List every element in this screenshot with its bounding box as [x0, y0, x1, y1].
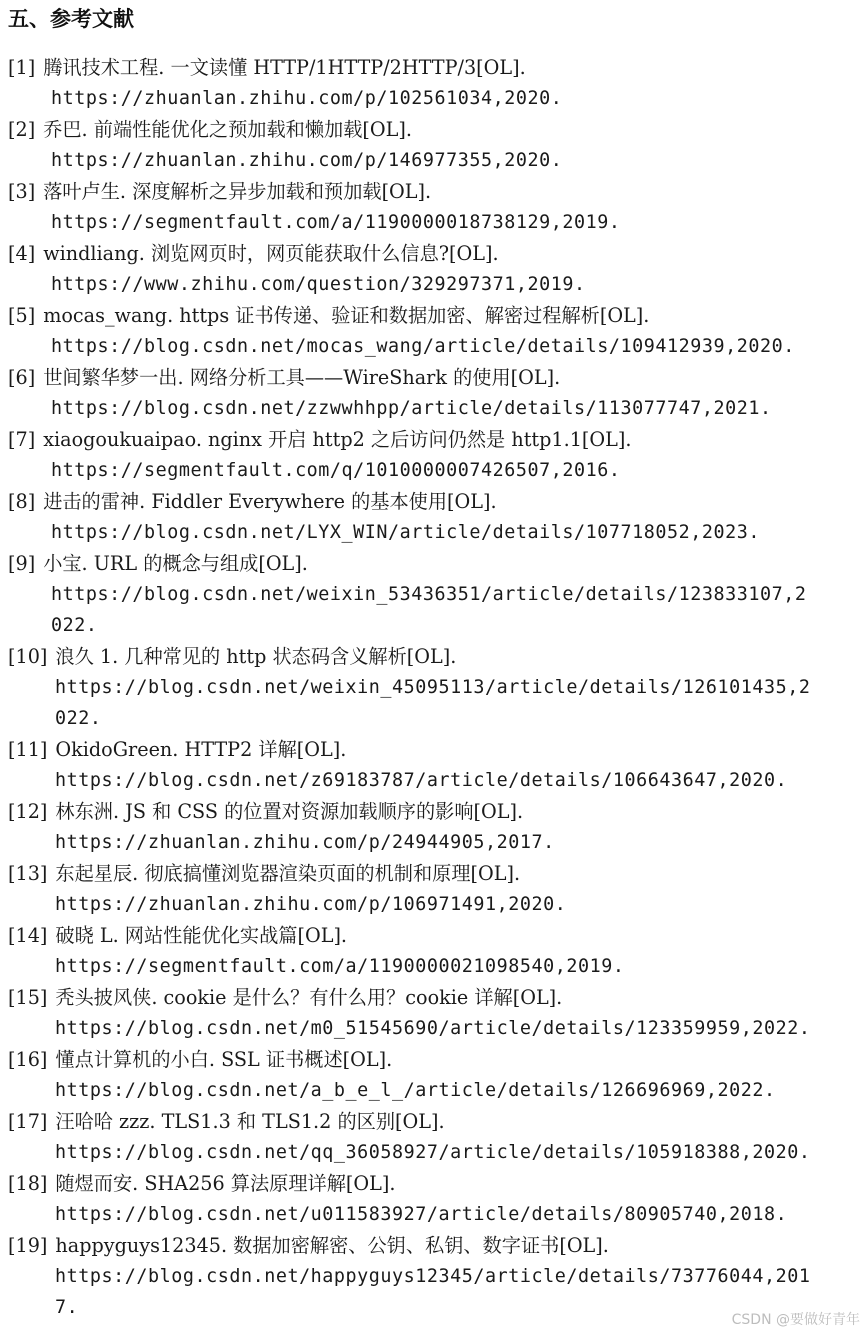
reference-number: [15]	[8, 986, 48, 1009]
reference-item	[8, 920, 840, 982]
reference-number: [1]	[8, 56, 36, 79]
reference-item	[8, 858, 840, 920]
reference-url[interactable]: https://zhuanlan.zhihu.com/p/102561034,2020.	[51, 88, 563, 109]
reference-title: happyguys12345. 数据加密解密、公钥、私钥、数字证书[OL].	[55, 1234, 609, 1257]
reference-title: OkidoGreen. HTTP2 详解[OL].	[55, 738, 347, 761]
reference-number: [9]	[8, 552, 36, 575]
reference-number: [6]	[8, 366, 36, 389]
reference-number: [16]	[8, 1048, 48, 1071]
reference-title: 乔巴. 前端性能优化之预加载和懒加载[OL].	[43, 118, 412, 141]
reference-citation	[8, 920, 840, 951]
reference-citation	[8, 548, 840, 579]
reference-url[interactable]: https://zhuanlan.zhihu.com/p/106971491,2020.	[55, 894, 567, 915]
reference-item	[8, 424, 840, 486]
reference-item	[8, 1168, 840, 1230]
csdn-watermark: CSDN @要做好青年	[731, 1312, 860, 1328]
reference-title: windliang. 浏览网页时，网页能获取什么信息?[OL].	[43, 242, 499, 265]
reference-citation	[8, 734, 840, 765]
reference-url[interactable]: https://zhuanlan.zhihu.com/p/24944905,2017.	[55, 832, 555, 853]
reference-title: 小宝. URL 的概念与组成[OL].	[43, 552, 308, 575]
reference-citation	[8, 114, 840, 145]
reference-number: [3]	[8, 180, 36, 203]
reference-citation	[8, 424, 840, 455]
reference-citation	[8, 52, 840, 83]
reference-title: 进击的雷神. Fiddler Everywhere 的基本使用[OL].	[43, 490, 497, 513]
reference-citation	[8, 486, 840, 517]
reference-item	[8, 362, 840, 424]
reference-item	[8, 641, 840, 734]
reference-url[interactable]: https://blog.csdn.net/mocas_wang/article/details/109412939,2020.	[51, 336, 795, 357]
reference-title: 汪哈哈 zzz. TLS1.3 和 TLS1.2 的区别[OL].	[55, 1110, 445, 1133]
page-title: 五、参考文献	[8, 7, 134, 31]
reference-number: [5]	[8, 304, 36, 327]
reference-item	[8, 734, 840, 796]
reference-title: 浪久 1. 几种常见的 http 状态码含义解析[OL].	[55, 645, 457, 668]
reference-item	[8, 300, 840, 362]
reference-url[interactable]: https://blog.csdn.net/u011583927/article/details/80905740,2018.	[55, 1204, 788, 1225]
reference-number: [7]	[8, 428, 36, 451]
reference-item	[8, 238, 840, 300]
reference-url[interactable]: https://blog.csdn.net/m0_51545690/article/details/123359959,2022.	[55, 1018, 811, 1039]
reference-url[interactable]: https://blog.csdn.net/LYX_WIN/article/details/107718052,2023.	[51, 522, 760, 543]
reference-url[interactable]: https://segmentfault.com/a/1190000021098540,2019.	[55, 956, 625, 977]
reference-citation	[8, 982, 840, 1013]
reference-url[interactable]: 022.	[51, 615, 98, 636]
reference-citation	[8, 1230, 840, 1261]
reference-citation	[8, 1044, 840, 1075]
reference-item	[8, 1106, 840, 1168]
reference-url[interactable]: https://blog.csdn.net/qq_36058927/article/details/105918388,2020.	[55, 1142, 811, 1163]
reference-number: [12]	[8, 800, 48, 823]
reference-title: 东起星辰. 彻底搞懂浏览器渲染页面的机制和原理[OL].	[55, 862, 521, 885]
reference-item	[8, 796, 840, 858]
reference-url[interactable]: https://blog.csdn.net/zzwwhhpp/article/details/113077747,2021.	[51, 398, 772, 419]
reference-title: xiaogoukuaipao. nginx 开启 http2 之后访问仍然是 http1.1[OL].	[43, 428, 632, 451]
reference-item	[8, 1230, 840, 1323]
reference-number: [10]	[8, 645, 48, 668]
reference-title: 腾讯技术工程. 一文读懂 HTTP/1HTTP/2HTTP/3[OL].	[43, 56, 526, 79]
reference-citation	[8, 1168, 840, 1199]
reference-item	[8, 486, 840, 548]
reference-citation	[8, 176, 840, 207]
reference-title: 破晓 L. 网站性能优化实战篇[OL].	[55, 924, 348, 947]
reference-title: 秃头披风侠. cookie 是什么？有什么用？cookie 详解[OL].	[55, 986, 563, 1009]
reference-number: [11]	[8, 738, 48, 761]
reference-item	[8, 548, 840, 641]
reference-url[interactable]: https://blog.csdn.net/happyguys12345/article/details/73776044,201	[55, 1266, 811, 1287]
reference-url[interactable]: https://www.zhihu.com/question/329297371,2019.	[51, 274, 586, 295]
reference-number: [13]	[8, 862, 48, 885]
reference-title: 随煜而安. SHA256 算法原理详解[OL].	[55, 1172, 396, 1195]
reference-url[interactable]: https://blog.csdn.net/weixin_45095113/article/details/126101435,2	[55, 677, 811, 698]
reference-url[interactable]: https://zhuanlan.zhihu.com/p/146977355,2020.	[51, 150, 563, 171]
reference-item	[8, 176, 840, 238]
reference-item	[8, 982, 840, 1044]
reference-citation	[8, 641, 840, 672]
reference-citation	[8, 238, 840, 269]
reference-title: 落叶卢生. 深度解析之异步加载和预加载[OL].	[43, 180, 432, 203]
reference-url[interactable]: https://segmentfault.com/a/1190000018738129,2019.	[51, 212, 621, 233]
reference-item	[8, 1044, 840, 1106]
reference-number: [4]	[8, 242, 36, 265]
reference-item	[8, 114, 840, 176]
reference-title: 林东洲. JS 和 CSS 的位置对资源加载顺序的影响[OL].	[55, 800, 524, 823]
reference-number: [19]	[8, 1234, 48, 1257]
reference-number: [18]	[8, 1172, 48, 1195]
reference-url[interactable]: https://blog.csdn.net/weixin_53436351/article/details/123833107,2	[51, 584, 807, 605]
reference-number: [8]	[8, 490, 36, 513]
reference-url[interactable]: 7.	[55, 1297, 79, 1318]
reference-number: [14]	[8, 924, 48, 947]
reference-number: [17]	[8, 1110, 48, 1133]
reference-citation	[8, 362, 840, 393]
reference-item	[8, 52, 840, 114]
reference-list	[8, 52, 840, 1323]
reference-title: 懂点计算机的小白. SSL 证书概述[OL].	[55, 1048, 393, 1071]
reference-citation	[8, 796, 840, 827]
reference-title: 世间繁华梦一出. 网络分析工具——WireShark 的使用[OL].	[43, 366, 561, 389]
reference-citation	[8, 858, 840, 889]
reference-citation	[8, 300, 840, 331]
reference-url[interactable]: https://blog.csdn.net/a_b_e_l_/article/details/126696969,2022.	[55, 1080, 776, 1101]
reference-url[interactable]: 022.	[55, 708, 102, 729]
reference-title: mocas_wang. https 证书传递、验证和数据加密、解密过程解析[OL].	[43, 304, 650, 327]
reference-citation	[8, 1106, 840, 1137]
reference-url[interactable]: https://blog.csdn.net/z69183787/article/details/106643647,2020.	[55, 770, 788, 791]
reference-number: [2]	[8, 118, 36, 141]
reference-url[interactable]: https://segmentfault.com/q/1010000007426507,2016.	[51, 460, 621, 481]
